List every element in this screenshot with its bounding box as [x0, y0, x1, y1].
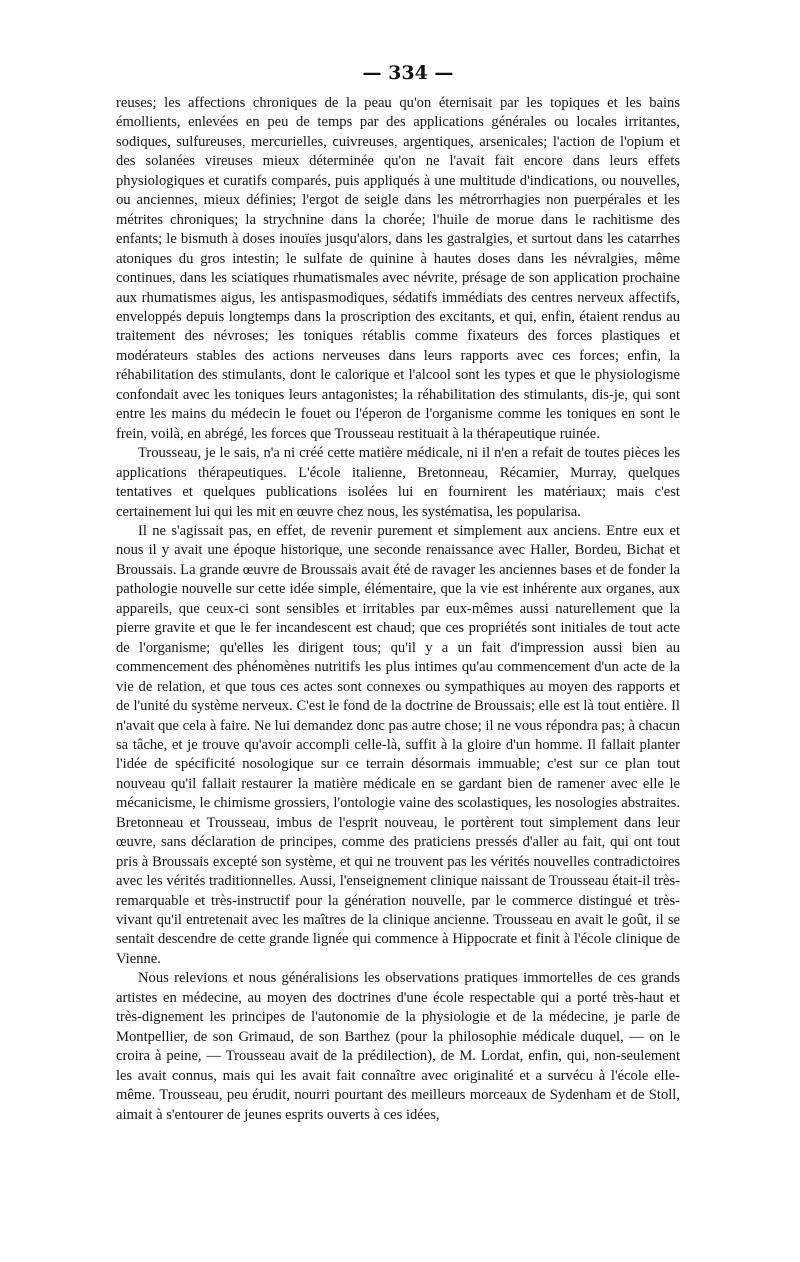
paragraph: Il ne s'agissait pas, en effet, de revenir purement et simplement aux anciens. Entre eux et nous il y avait une époque historique, une seconde renaissance avec Haller, Bordeu, Bichat et Broussais. La grande œuvre de Broussais avait été de ravager les anciennes bases et de fonder la pathologie nouvelle sur cette idée simple, élémentaire, que la vie est inhérente aux organes, aux appareils, que ceux-ci sont sensibles et irritables par eux-mêmes aussi naturellement que la pierre gravite et que le fer incandescent est chaud; que ces propriétés sont initiales de tout acte de l'organisme; qu'elles les dirigent tous; qu'il y a un fait d'impression aussi bien au commencement des phénomènes nutritifs les plus intimes qu'au commencement d'un acte de la vie de relation, et que tous ces actes sont connexes ou sympathiques au moyen des rapports et de l'unité du système nerveux. C'est le fond de la doctrine de Broussais; elle est là tout entière. Il n'avait que cela à faire. Ne lui demandez donc pas autre chose; il ne vous répondra pas; à chacun sa tâche, et je trouve qu'avoir accompli celle-là, suffit à la gloire d'un homme. Il fallait planter l'idée de spécificité nosologique sur ce terrain désormais immuable; c'est sur ce plan tout nouveau qu'il fallait restaurer la matière médicale en se gardant bien de ramener avec elle le mécanicisme, le chimisme grossiers, l'ontologie vaine des scolastiques, les nosologies abstraites. Bretonneau et Trousseau, imbus de l'esprit nouveau, le portèrent tout simplement dans leur œuvre, sans déclaration de principes, comme des praticiens pressés d'aller au fait, qui ont tout pris à Broussais excepté son système, et qui ne trouvent pas les vérités nouvelles contradictoires avec les vérités traditionnelles. Aussi, l'enseignement clinique naissant de Trousseau était-il très-remarquable et très-instructif pour la génération nouvelle, par le commerce distingué et très-vivant qu'il entretenait avec les maîtres de la clinique ancienne. Trousseau en avait le goût, il se sentait descendre de cette grande lignée qui commence à Hippocrate et finit à l'école clinique de Vienne. [116, 522, 680, 967]
paragraph: reuses; les affections chroniques de la peau qu'on éternisait par les topiques et les bains émollients, enlevées en peu de temps par des applications générales ou locales irritantes, sodiques, sulfureuses, mercurielles, cuivreuses, argentiques, arsenicales; l'action de l'opium et des solanées vireuses mieux déterminée qu'on ne l'avait fait encore dans leurs effets physiologiques et curatifs comparés, puis appliqués à une multitude d'indications, ou nouvelles, ou anciennes, mieux définies; l'ergot de seigle dans les métrorrhagies non puerpérales et les métrites chroniques; la strychnine dans la chorée; l'huile de morue dans le rachitisme des enfants; le bismuth à doses inouïes jusqu'alors, dans les gastralgies, et surtout dans les catarrhes atoniques du gros intestin; le sulfate de quinine à hautes doses dans les névralgies, même continues, dans les sciatiques rhumatismales avec névrite, présage de son application prochaine aux rhumatismes aigus, les antispasmodiques, sédatifs immédiats des centres nerveux affectifs, enveloppés depuis longtemps dans la proscription des excitants, et qui, enfin, étaient rendus au traitement des névroses; les toniques rétablis comme fixateurs des forces plastiques et modérateurs stables des actions nerveuses dans leurs rapports avec ces forces; enfin, la réhabilitation des stimulants, dont le calorique et l'alcool sont les types et que le physiologisme confondait avec les toniques leurs antagonistes; la réhabilitation des stimulants, dis-je, qui sont entre les mains du médecin le fouet ou l'éperon de l'organisme comme les toniques en sont le frein, voilà, en abrégé, les forces que Trousseau restituait à la thérapeutique ruinée. [116, 95, 680, 442]
paragraph: Trousseau, je le sais, n'a ni créé cette matière médicale, ni il n'en a refait de toutes pièces les applications thérapeutiques. L'école italienne, Bretonneau, Récamier, Murray, quelques tentatives et quelques publications isolées lui en fournirent les matériaux; mais c'est certainement lui qui les mit en œuvre chez nous, les systématisa, les popularisa. [116, 445, 680, 520]
body-text [116, 94, 680, 1125]
page-number: — 334 — [362, 62, 454, 84]
paragraph: Nous relevions et nous généralisions les observations pratiques immortelles de ces grands artistes en médecine, au moyen des doctrines d'une école respectable qui a porté très-haut et très-dignement les principes de l'autonomie de la physiologie et de la médecine, je parle de Montpellier, de son Grimaud, de son Barthez (pour la philosophie médicale duquel, — on le croira à peine, — Trousseau avait de la prédilection), de M. Lordat, enfin, qui, non-seulement les avait connus, mais qui les avait fait connaître avec originalité et a survécu à l'école elle-même. Trousseau, peu érudit, nourri pourtant des meilleurs morceaux de Sydenham et de Stoll, aimait à s'entourer de jeunes esprits ouverts à ces idées, [116, 970, 680, 1123]
